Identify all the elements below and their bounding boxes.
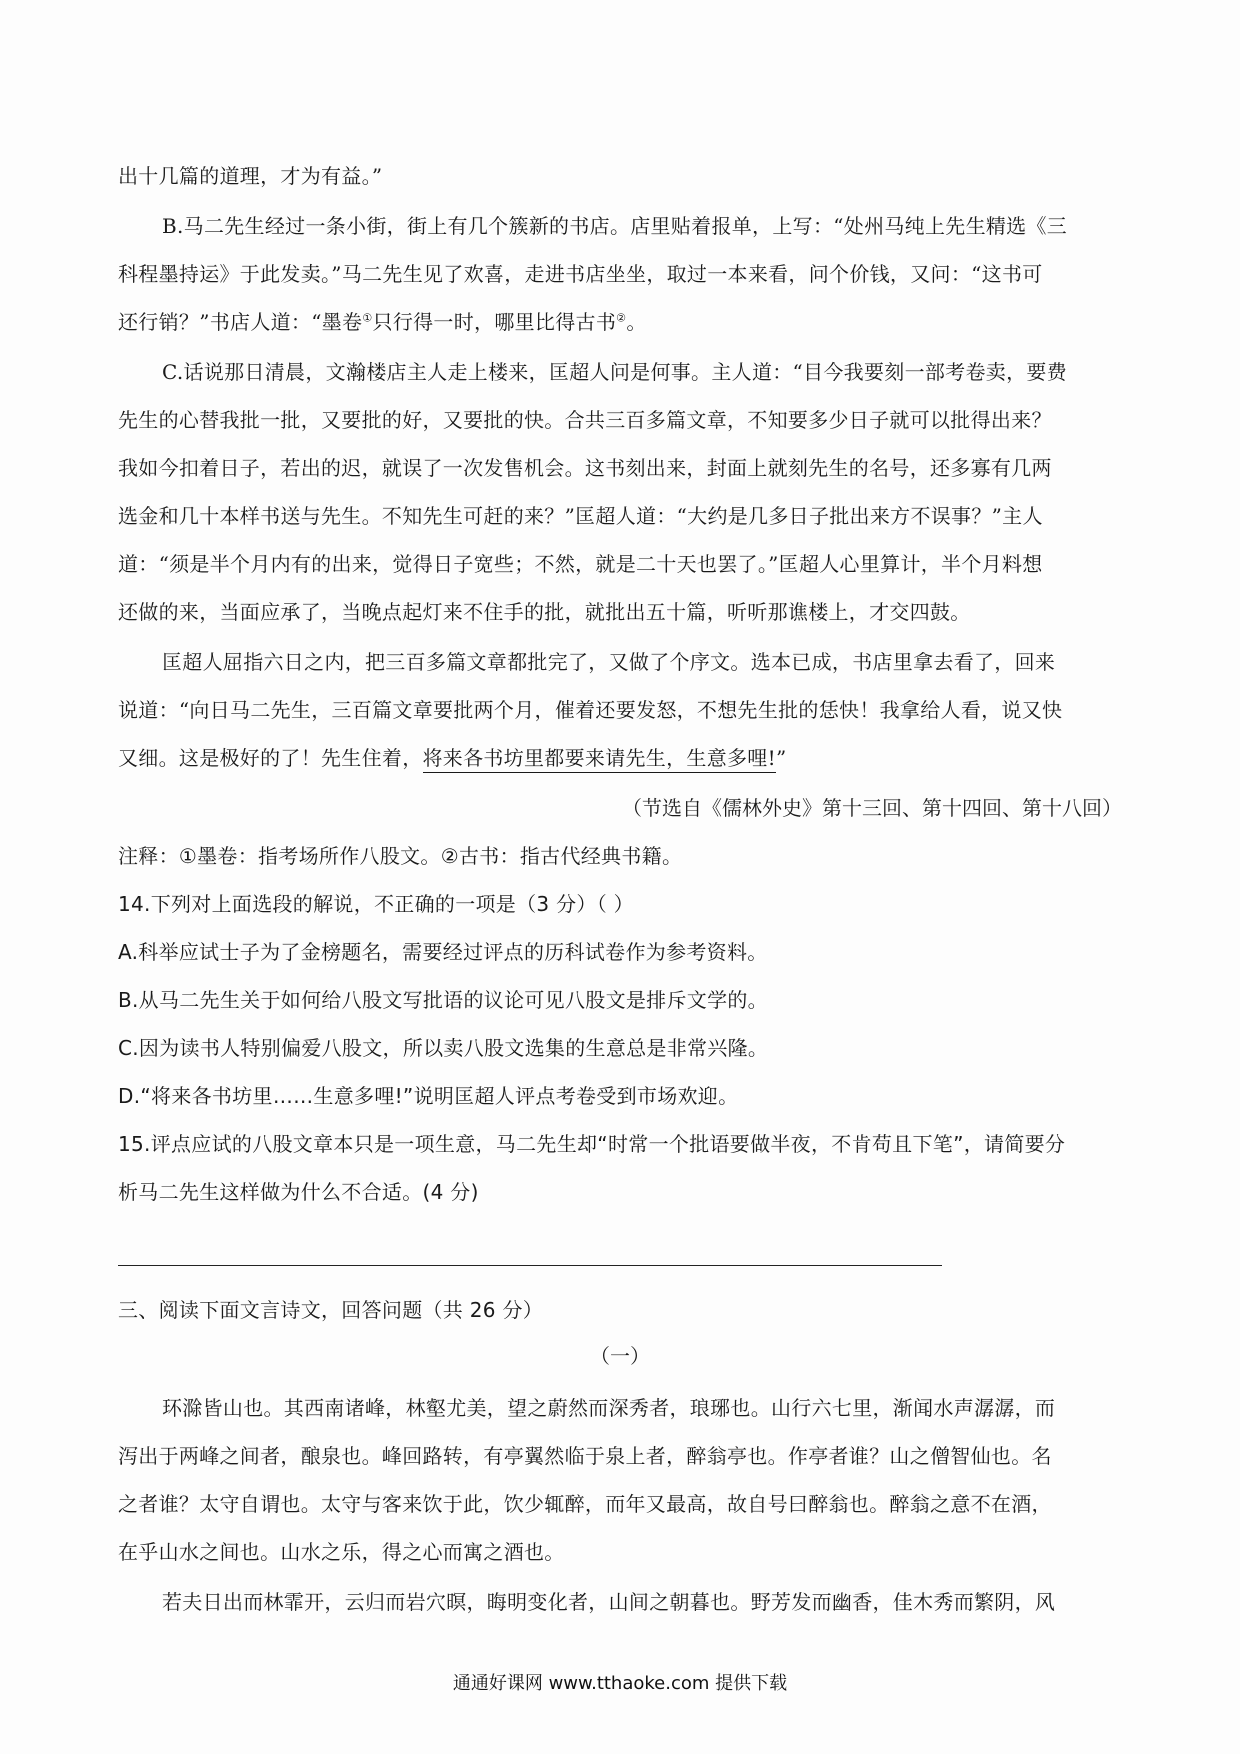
classical-text-line: 之者谁？太守自谓也。太守与客来饮于此，饮少辄醉，而年又最高，故自号曰醉翁也。醉翁之意不在酒，	[118, 1492, 1052, 1516]
passage-text: ”	[775, 746, 787, 770]
footnote-mark: ①	[362, 311, 373, 325]
question-14-stem: 14.下列对上面选段的解说，不正确的一项是（3 分）（ ）	[118, 892, 634, 916]
classical-text-line: 泻出于两峰之间者，酿泉也。峰回路转，有亭翼然临于泉上者，醉翁亭也。作亭者谁？山之僧智仙也。名	[118, 1444, 1052, 1468]
passage-line	[118, 742, 786, 771]
passage-text: 。	[626, 310, 647, 334]
passage-line: 科程墨持运》于此发卖。”马二先生见了欢喜，走进书店坐坐，取过一本来看，问个价钱，又问：“这书可	[118, 262, 1043, 286]
footnote-mark: ②	[616, 311, 627, 325]
passage-source: （节选自《儒林外史》第十三回、第十四回、第十八回）	[622, 796, 1122, 820]
annotation-note: 注释：①墨卷：指考场所作八股文。②古书：指古代经典书籍。	[118, 844, 683, 868]
passage-line	[118, 306, 647, 335]
classical-text-line: 环滁皆山也。其西南诸峰，林壑尤美，望之蔚然而深秀者，琅琊也。山行六七里，渐闻水声潺潺，而	[162, 1396, 1056, 1420]
subsection-heading: （一）	[590, 1344, 650, 1368]
question-14-option-a: A.科举应试士子为了金榜题名，需要经过评点的历科试卷作为参考资料。	[118, 940, 768, 964]
passage-line: B.马二先生经过一条小街，街上有几个簇新的书店。店里贴着报单，上写：“处州马纯上先生精选《三	[162, 214, 1068, 238]
passage-line: 道：“须是半个月内有的出来，觉得日子宽些；不然，就是二十天也罢了。”匡超人心里算计，半个月料想	[118, 552, 1043, 576]
classical-text-line: 在乎山水之间也。山水之乐，得之心而寓之酒也。	[118, 1540, 565, 1564]
passage-line: C.话说那日清晨，文瀚楼店主人走上楼来，匡超人问是何事。主人道：“目今我要刻一部考卷卖，要费	[162, 360, 1067, 384]
passage-line: 匡超人屈指六日之内，把三百多篇文章都批完了，又做了个序文。选本已成，书店里拿去看了，回来	[162, 650, 1056, 674]
answer-line[interactable]	[118, 1265, 942, 1266]
classical-text-line: 若夫日出而林霏开，云归而岩穴暝，晦明变化者，山间之朝暮也。野芳发而幽香，佳木秀而繁阴，风	[162, 1590, 1056, 1614]
passage-text: 只行得一时，哪里比得古书	[372, 310, 617, 334]
passage-line: 先生的心替我批一批，又要批的好，又要批的快。合共三百多篇文章，不知要多少日子就可以批得出来？	[118, 408, 1052, 432]
question-15-line: 析马二先生这样做为什么不合适。(4 分)	[118, 1180, 479, 1204]
passage-line: 选金和几十本样书送与先生。不知先生可赶的来？”匡超人道：“大约是几多日子批出来方不误事？”主人	[118, 504, 1043, 528]
underlined-sentence: 将来各书坊里都要来请先生，生意多哩!	[423, 746, 776, 773]
question-15-line: 15.评点应试的八股文章本只是一项生意，马二先生却“时常一个批语要做半夜，不肯苟且下笔”，请简要分	[118, 1132, 1066, 1156]
passage-line: 我如今扣着日子，若出的迟，就误了一次发售机会。这书刻出来，封面上就刻先生的名号，还多寡有几两	[118, 456, 1052, 480]
passage-text: 还行销？”书店人道：“墨卷	[118, 310, 363, 334]
question-14-option-b: B.从马二先生关于如何给八股文写批语的议论可见八股文是排斥文学的。	[118, 988, 768, 1012]
page-footer: 通通好课网 www.tthaoke.com 提供下载	[452, 1673, 788, 1694]
passage-line: 说道：“向日马二先生，三百篇文章要批两个月，催着还要发怒，不想先生批的恁快！我拿给人看，说又快	[118, 698, 1063, 722]
section-heading: 三、阅读下面文言诗文，回答问题（共 26 分）	[118, 1298, 544, 1322]
passage-line: 还做的来，当面应承了，当晚点起灯来不住手的批，就批出五十篇，听听那谯楼上，才交四鼓。	[118, 600, 971, 624]
passage-line: 出十几篇的道理，才为有益。”	[118, 164, 383, 188]
question-14-option-d: D.“将来各书坊里……生意多哩!”说明匡超人评点考卷受到市场欢迎。	[118, 1084, 739, 1108]
passage-text: 又细。这是极好的了！先生住着，	[118, 746, 423, 770]
question-14-option-c: C.因为读书人特别偏爱八股文，所以卖八股文选集的生意总是非常兴隆。	[118, 1036, 769, 1060]
